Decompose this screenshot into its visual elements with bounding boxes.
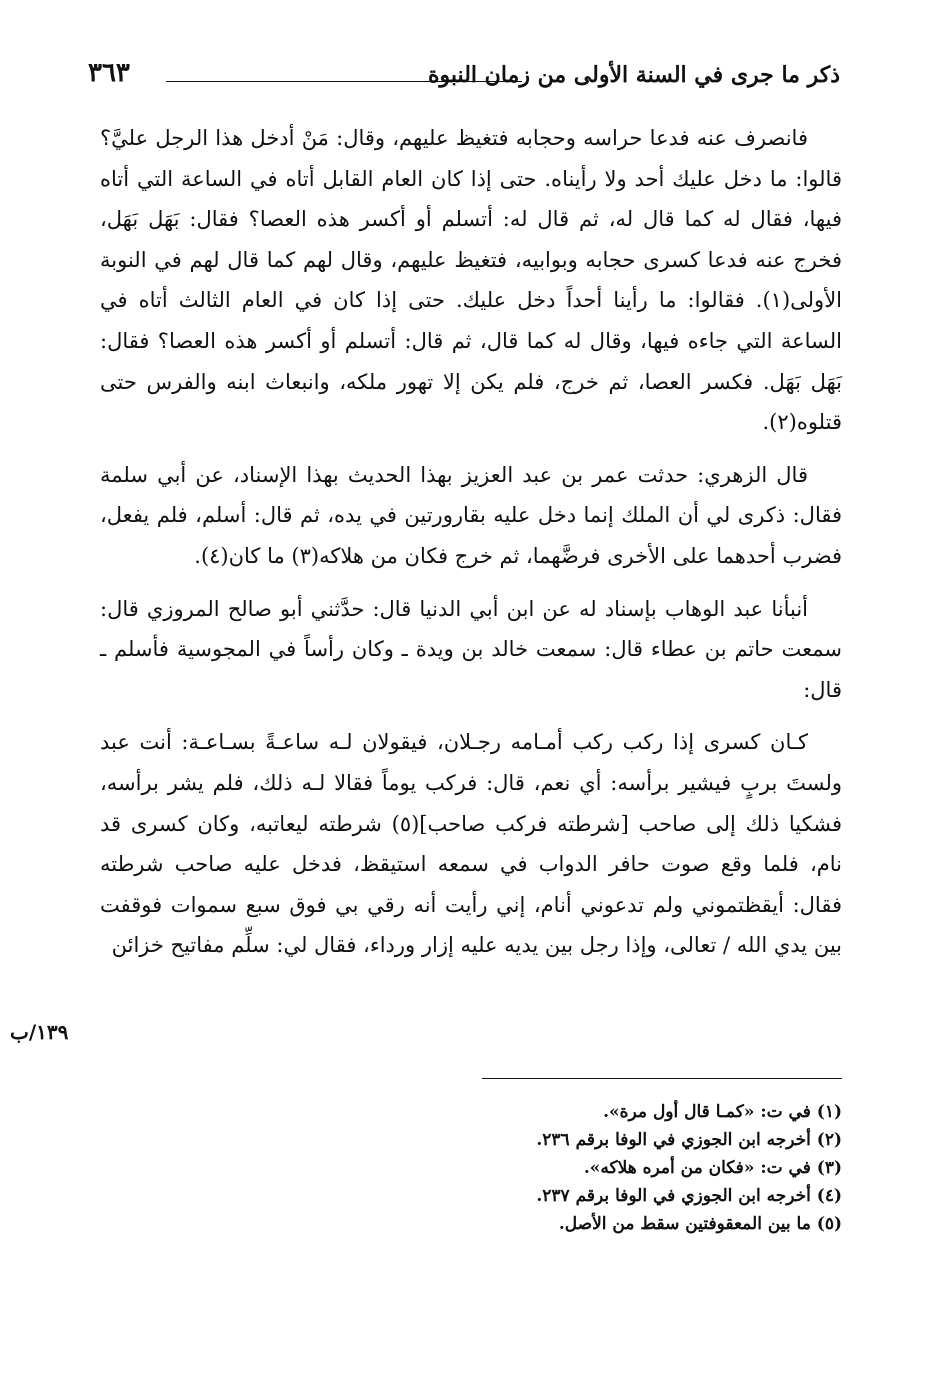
footnote-rule — [482, 1078, 842, 1079]
manuscript-folio-marker: ١٣٩/ب — [10, 1020, 69, 1044]
header-rule — [166, 81, 522, 82]
paragraph: أنبأنا عبد الوهاب بإسناد له عن ابن أبي الدنيا قال: حدَّثني أبو صالح المروزي قال: سمعت حاتم بن عطاء قال: سمعت خالد بن ويدة ـ وكان رأساً في المجوسية فأسلم ـ قال: — [100, 596, 842, 702]
footnote: (١) في ت: «كمـا قال أول مرة». — [603, 1102, 842, 1122]
footnote: (٤) أخرجه ابن الجوزي في الوفا برقم ٢٣٧. — [536, 1186, 842, 1206]
page-number: ٣٦٣ — [88, 58, 130, 88]
footnote: (٢) أخرجه ابن الجوزي في الوفا برقم ٢٣٦. — [536, 1130, 842, 1150]
paragraph: قال الزهري: حدثت عمر بن عبد العزيز بهذا الحديث بهذا الإسناد، عن أبي سلمة فقال: ذكرى لي أن الملك إنما دخل عليه بقارورتين في يده، ثم قال: أسلم، فلم يفعل، فضرب أحدهما على الأخرى فرضَّهما، ثم خرج فكان من هلاكه(٣) ما كان(٤). — [100, 462, 842, 568]
footnote: (٥) ما بين المعقوفتين سقط من الأصل. — [558, 1214, 842, 1234]
paragraph: كـان كسرى إذا ركب ركب أمـامه رجـلان، فيقولان لـه ساعـةً بسـاعـة: أنت عبد ولستَ بربٍ فيشير برأسه: أي نعم، قال: فركب يوماً فقالا لـه ذلك، فلم يشر برأسه، فشكيا ذلك إلى صاحب [شرطته فركب صاحب](٥) شرطته ليعاتبه، وكان كسرى قد نام، فلما وقع صوت حافر الدواب في سمعه استيقظ، فدخل عليه صاحب شرطته فقال: أيقظتموني ولم تدعوني أنام، إني رأيت أنه رقي بي فوق سبع سموات فوقفت بين يدي الله / تعالى، وإذا رجل بين يديه عليه إزار ورداء، فقال لي: سلِّم مفاتيح خزائن — [100, 730, 842, 958]
footnote: (٣) في ت: «فكان من أمره هلاكه». — [583, 1158, 842, 1178]
paragraph: فانصرف عنه فدعا حراسه وحجابه فتغيظ عليهم، وقال: مَنْ أدخل هذا الرجل عليَّ؟ قالوا: ما دخل عليك أحد ولا رأيناه. حتى إذا كان العام القابل أتاه في الساعة التي أتاه فيها، فقال له كما قال له، ثم قال له: أتسلم أو أكسر هذه العصا؟ فقال: بَهَل بَهَل، فخرج عنه فدعا كسرى حجابه وبوابيه، فتغيظ عليهم، وقال لهم كما قال لهم في النوبة الأولى(١). فقالوا: ما رأينا أحداً دخل عليك. حتى إذا كان في العام الثالث أتاه في الساعة التي جاءه فيها، وقال له كما قال، ثم قال: أتسلم أو أكسر هذه العصا؟ فقال: بَهَل بَهَل. فكسر العصا، ثم خرج، فلم يكن إلا تهور ملكه، وانبعاث ابنه والفرس حتى قتلوه(٢). — [100, 126, 842, 435]
page-header — [88, 58, 840, 98]
footnotes — [202, 1098, 842, 1238]
main-text — [100, 118, 842, 978]
running-title: ذكر ما جرى في السنة الأولى من زمان النبوة — [428, 62, 840, 88]
